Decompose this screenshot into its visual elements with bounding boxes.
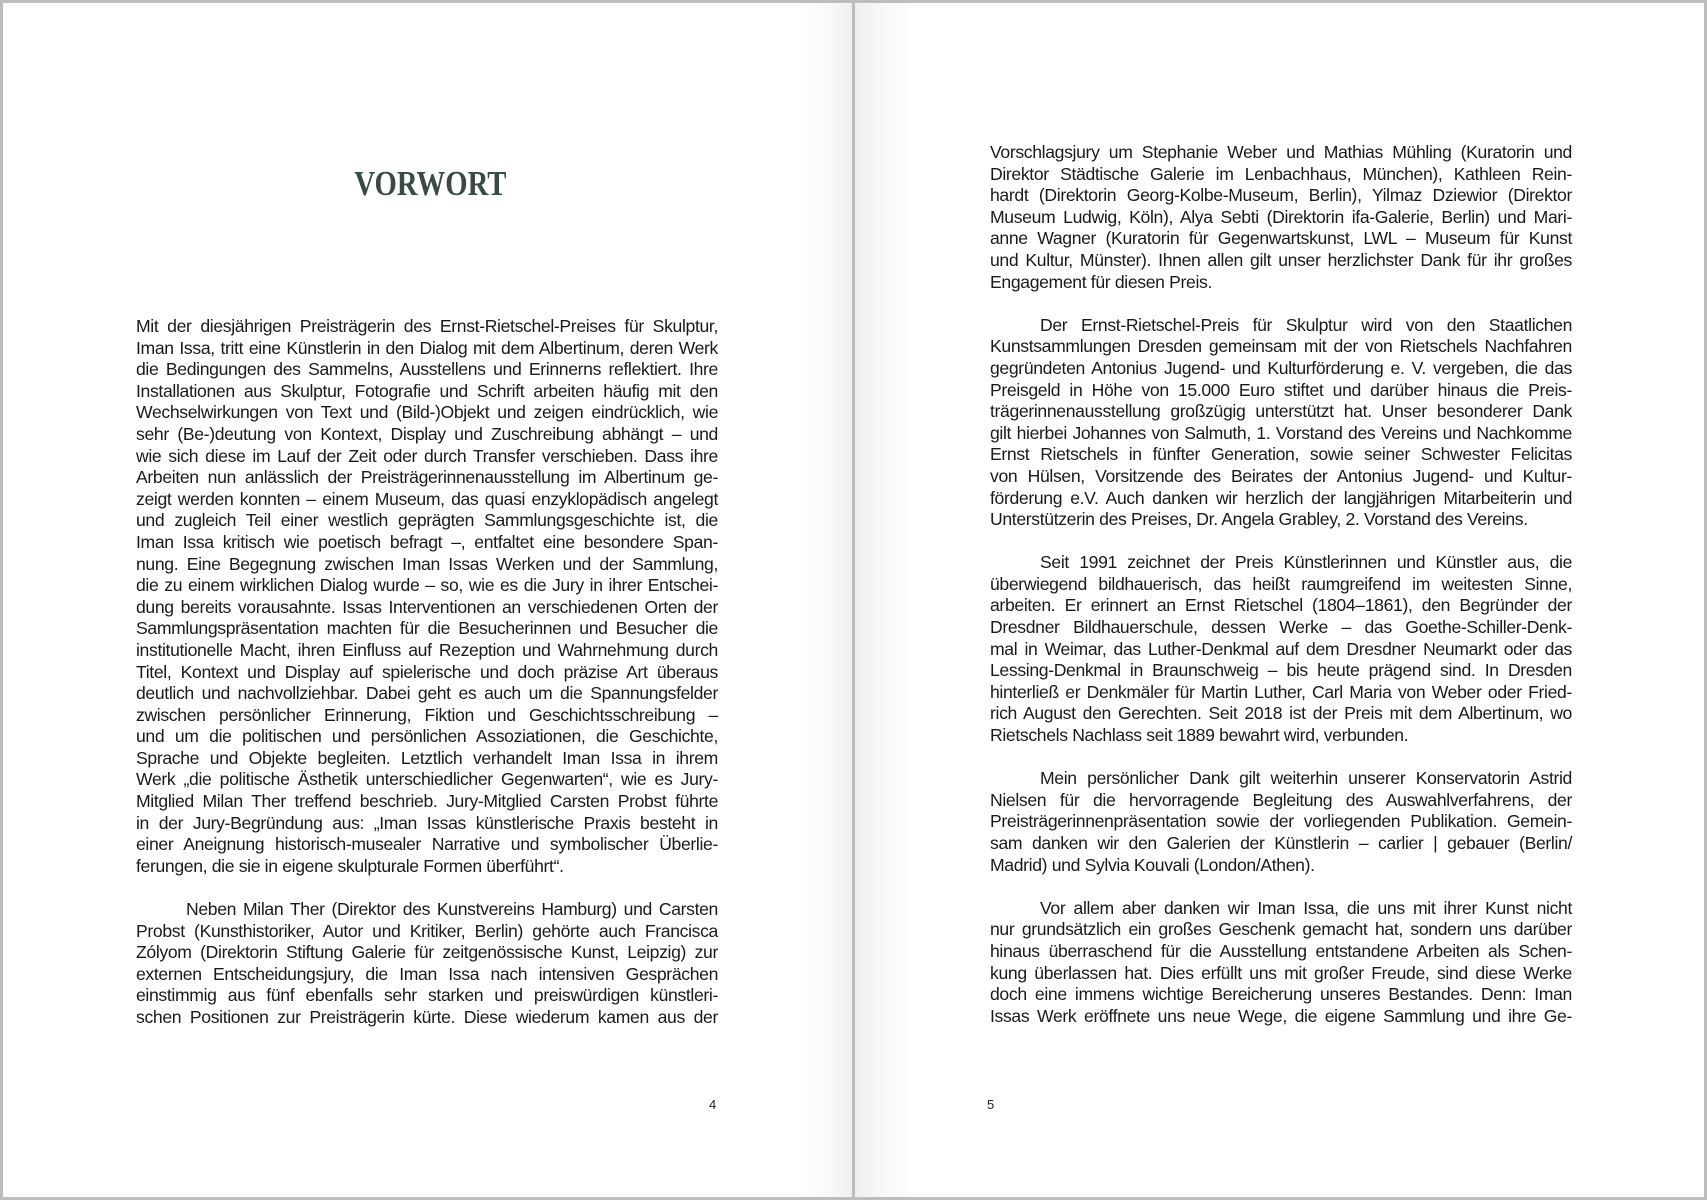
text-line: zeigt werden konnten – einem Museum, das quasi enzyklopädisch angelegt <box>136 488 718 509</box>
text-line: einstimmig aus fünf ebenfalls sehr starken und preiswürdigen künstleri- <box>136 985 718 1006</box>
book-spread <box>3 3 1704 1197</box>
paragraph <box>136 316 718 877</box>
text-line: ferungen, die sie in eigene skulpturale Formen überführt“. <box>136 855 564 876</box>
text-line: hinaus überraschend für die Ausstellung entstandene Arbeiten als Schen- <box>990 940 1572 961</box>
text-line: gegründeten Antonius Jugend- und Kulturförderung e. V. vergeben, die das <box>990 357 1572 378</box>
paragraph <box>136 899 718 1029</box>
text-line: nung. Eine Begegnung zwischen Iman Issas Werken und der Sammlung, <box>136 553 718 574</box>
text-line: rich August den Gerechten. Seit 2018 ist der Preis mit dem Albertinum, wo <box>990 703 1572 724</box>
text-line: dung bereits vorausahnte. Issas Interventionen an verschiedenen Orten der <box>136 596 718 617</box>
text-line: Vorschlagsjury um Stephanie Weber und Mathias Mühling (Kuratorin und <box>990 142 1572 162</box>
paragraph <box>990 898 1572 1028</box>
text-line: und um die politischen und persönlichen Assoziationen, die Geschichte, <box>136 726 718 747</box>
text-line: Ernst Rietschels in fünfter Generation, sowie seiner Schwester Felicitas <box>990 444 1572 465</box>
text-line: Mein persönlicher Dank gilt weiterhin unserer Konservatorin Astrid <box>1040 768 1572 789</box>
text-line: Wechselwirkungen von Text und (Bild-)Objekt und zeigen eindrücklich, wie <box>136 402 718 423</box>
left-text-column <box>136 316 718 1050</box>
text-line: sehr (Be-)deutung von Kontext, Display und Zuschreibung abhängt – und <box>136 423 718 444</box>
paragraph <box>990 552 1572 746</box>
text-line: arbeiten. Er erinnert an Ernst Rietschel (1804–1861), den Begründer der <box>990 595 1572 616</box>
text-line: Unterstützerin des Preises, Dr. Angela Grabley, 2. Vorstand des Vereins. <box>990 509 1528 530</box>
text-line: Nielsen für die hervorragende Begleitung des Auswahlverfahrens, der <box>990 789 1572 810</box>
text-line: Der Ernst-Rietschel-Preis für Skulptur wird von den Staatlichen <box>1040 314 1572 335</box>
text-line: schen Positionen zur Preisträgerin kürte. Diese wiederum kamen aus der <box>136 1007 718 1027</box>
text-line: Arbeiten nun anlässlich der Preisträgerinnenausstellung im Albertinum ge- <box>136 467 718 488</box>
text-line: die zu einem wirklichen Dialog wurde – so, wie es die Jury in ihrer Entschei- <box>136 575 718 596</box>
text-line: Preisträgerinnenpräsentation sowie der vorliegenden Publikation. Gemein- <box>990 811 1572 832</box>
text-line: Rietschels Nachlass seit 1889 bewahrt wird, verbunden. <box>990 725 1409 746</box>
text-line: und Kultur, Münster). Ihnen allen gilt unser herzlichster Dank für ihr großes <box>990 249 1572 270</box>
text-line: institutionelle Macht, ihren Einfluss auf Rezeption und Wahrnehmung durch <box>136 639 718 660</box>
text-line: nur grundsätzlich ein großes Geschenk gemacht hat, sondern uns darüber <box>990 919 1572 940</box>
text-line: Mit der diesjährigen Preisträgerin des Ernst-Rietschel-Preises für Skulptur, <box>136 316 718 336</box>
text-line: mal in Weimar, das Luther-Denkmal auf dem Dresdner Neumarkt oder das <box>990 638 1572 659</box>
text-line: Iman Issa, tritt eine Künstlerin in den Dialog mit dem Albertinum, deren Werk <box>136 337 718 358</box>
text-line: kung überlassen hat. Dies erfüllt uns mit großer Freude, sind diese Werke <box>990 962 1572 983</box>
text-line: förderung e.V. Auch danken wir herzlich der langjährigen Mitarbeiterin und <box>990 487 1572 508</box>
text-line: wie sich diese im Lauf der Zeit oder durch Transfer verschieben. Dass ihre <box>136 445 718 466</box>
text-line: die Bedingungen des Sammelns, Ausstellens und Erinnerns reflektiert. Ihre <box>136 359 718 380</box>
text-line: Lessing-Denkmal in Braunschweig – bis heute prägend sind. In Dresden <box>990 660 1572 681</box>
text-line: Issas Werk eröffnete uns neue Wege, die eigene Sammlung und ihre Ge- <box>990 1005 1572 1026</box>
text-line: sam danken wir den Galerien der Künstlerin – carlier | gebauer (Berlin/ <box>990 833 1572 853</box>
paragraph <box>990 142 1572 293</box>
text-line: Probst (Kunsthistoriker, Autor und Kritiker, Berlin) gehörte auch Francisca <box>136 920 718 941</box>
text-line: Kunstsammlungen Dresden gemeinsam mit der von Rietschels Nachfahren <box>990 336 1572 357</box>
text-line: Engagement für diesen Preis. <box>990 271 1212 292</box>
text-line: Seit 1991 zeichnet der Preis Künstlerinnen und Künstler aus, die <box>1040 552 1572 573</box>
right-page <box>855 3 1704 1197</box>
page-number-right: 5 <box>987 1097 995 1112</box>
text-line: hinterließ er Denkmäler für Martin Luther, Carl Maria von Weber oder Fried- <box>990 681 1572 702</box>
text-line: überwiegend bildhauerisch, das heißt raumgreifend im weitesten Sinne, <box>990 573 1572 594</box>
text-line: trägerinnenausstellung großzügig unterstützt hat. Unser besonderer Dank <box>990 401 1572 422</box>
text-line: doch eine immens wichtige Bereicherung unseres Bestandes. Denn: Iman <box>990 984 1572 1005</box>
left-page <box>3 3 852 1197</box>
text-line: zwischen persönlicher Erinnerung, Fiktion und Geschichtsschreibung – <box>136 704 718 725</box>
text-line: Neben Milan Ther (Direktor des Kunstvereins Hamburg) und Carsten <box>186 899 718 920</box>
right-text-column <box>990 142 1572 1049</box>
text-line: und zugleich Teil einer westlich geprägten Sammlungsgeschichte ist, die <box>136 510 718 531</box>
text-line: anne Wagner (Kuratorin für Gegenwartskunst, LWL – Museum für Kunst <box>990 228 1572 249</box>
text-line: Direktor Städtische Galerie im Lenbachhaus, München), Kathleen Rein- <box>990 163 1572 184</box>
text-line: gilt hierbei Johannes von Salmuth, 1. Vorstand des Vereins und Nachkomme <box>990 422 1572 443</box>
text-line: Museum Ludwig, Köln), Alya Sebti (Direktorin ifa-Galerie, Berlin) und Mari- <box>990 206 1572 227</box>
text-line: externen Entscheidungsjury, die Iman Issa nach intensiven Gesprächen <box>136 963 718 984</box>
page-title: VORWORT <box>354 164 507 204</box>
text-line: Vor allem aber danken wir Iman Issa, die uns mit ihrer Kunst nicht <box>1040 897 1572 918</box>
text-line: Madrid) und Sylvia Kouvali (London/Athen). <box>990 854 1315 875</box>
text-line: Zólyom (Direktorin Stiftung Galerie für zeitgenössische Kunst, Leipzig) zur <box>136 942 718 963</box>
text-line: Iman Issa kritisch wie poetisch befragt –, entfaltet eine besondere Span- <box>136 531 718 552</box>
text-line: Mitglied Milan Ther treffend beschrieb. Jury-Mitglied Carsten Probst führte <box>136 791 718 812</box>
text-line: Werk „die politische Ästhetik unterschiedlicher Gegenwarten“, wie es Jury- <box>136 769 718 790</box>
text-line: Titel, Kontext und Display auf spielerische und doch präzise Art überaus <box>136 661 718 682</box>
text-line: Dresdner Bildhauerschule, dessen Werke – das Goethe-Schiller-Denk- <box>990 617 1572 638</box>
page-number-left: 4 <box>709 1097 717 1112</box>
text-line: Preisgeld in Höhe von 15.000 Euro stiftet und darüber hinaus die Preis- <box>990 379 1572 400</box>
text-line: Installationen aus Skulptur, Fotografie und Schrift arbeiten häufig mit den <box>136 380 718 401</box>
text-line: von Hülsen, Vorsitzende des Beirates der Antonius Jugend- und Kultur- <box>990 465 1572 486</box>
text-line: in der Jury-Begründung aus: „Iman Issas künstlerische Praxis besteht in <box>136 812 718 833</box>
text-line: deutlich und nachvollziehbar. Dabei geht es auch um die Spannungsfelder <box>136 683 718 704</box>
paragraph <box>990 315 1572 531</box>
text-line: Sammlungspräsentation machten für die Besucherinnen und Besucher die <box>136 618 718 639</box>
text-line: hardt (Direktorin Georg-Kolbe-Museum, Berlin), Yilmaz Dziewior (Direktor <box>990 185 1572 206</box>
text-line: einer Aneignung historisch-musealer Narrative und symbolischer Überlie- <box>136 834 718 855</box>
text-line: Sprache und Objekte begleiten. Letztlich verhandelt Iman Issa in ihrem <box>136 747 718 768</box>
paragraph <box>990 768 1572 876</box>
